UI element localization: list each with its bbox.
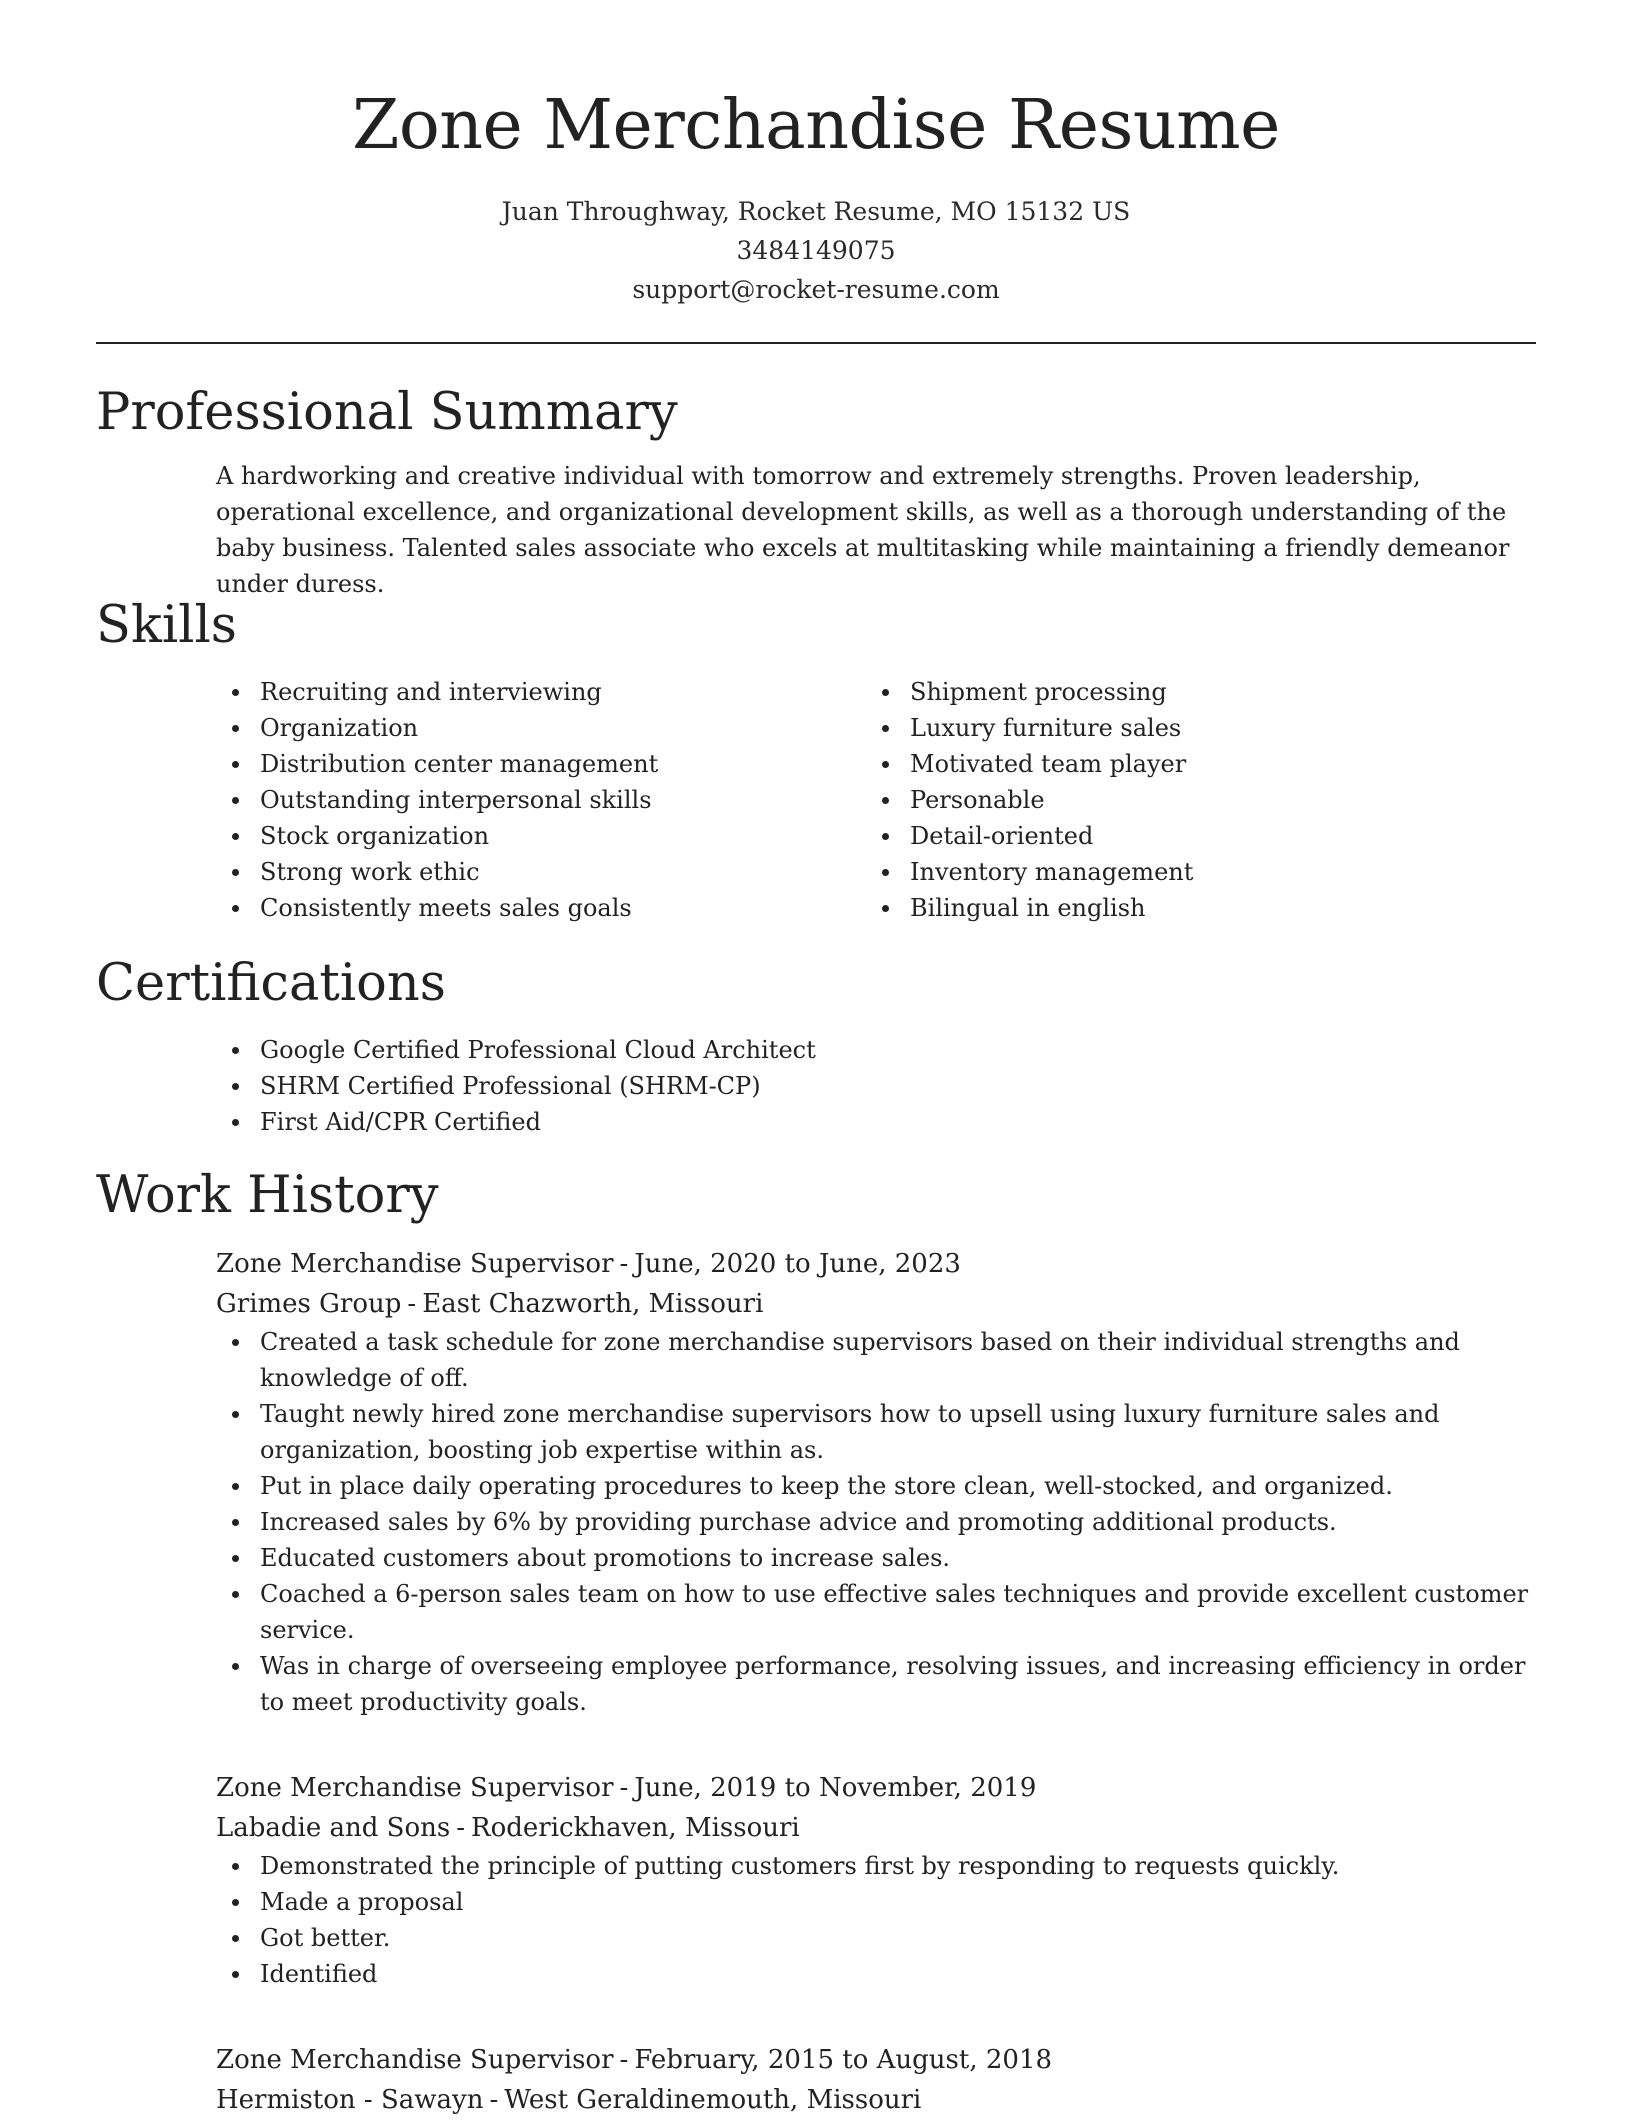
skill-item: Shipment processing — [910, 674, 1466, 710]
skills-right-list — [866, 674, 1466, 926]
contact-address: Juan Throughway, Rocket Resume, MO 15132 US — [501, 197, 1131, 226]
certification-item: Google Certified Professional Cloud Architect — [260, 1032, 1541, 1068]
header-divider — [96, 342, 1536, 344]
job-entry — [216, 2040, 1541, 2120]
skills-heading: Skills — [96, 596, 237, 655]
skill-item: Inventory management — [910, 854, 1466, 890]
certifications-heading: Certifications — [96, 954, 446, 1013]
skill-item: Strong work ethic — [260, 854, 816, 890]
job-bullets — [216, 1324, 1541, 1720]
skill-item: Personable — [910, 782, 1466, 818]
skill-item: Consistently meets sales goals — [260, 890, 816, 926]
job-bullet: Educated customers about promotions to increase sales. — [260, 1540, 1541, 1576]
skill-item: Recruiting and interviewing — [260, 674, 816, 710]
certifications-block — [216, 1032, 1541, 1140]
job-company: Hermiston - Sawayn — [216, 2085, 484, 2115]
skills-right-column — [866, 674, 1466, 926]
job-location: Roderickhaven, Missouri — [471, 1813, 800, 1843]
certification-item: First Aid/CPR Certified — [260, 1104, 1541, 1140]
job-company-line — [216, 1284, 1541, 1324]
job-title: Zone Merchandise Supervisor — [216, 2045, 614, 2075]
skill-item: Stock organization — [260, 818, 816, 854]
skills-left-column — [216, 674, 816, 926]
skills-left-list — [216, 674, 816, 926]
job-bullet: Put in place daily operating procedures to keep the store clean, well-stocked, and organized. — [260, 1468, 1541, 1504]
job-dates: June, 2020 to June, 2023 — [634, 1249, 961, 1279]
job-separator: - — [407, 1289, 417, 1319]
job-separator: - — [456, 1813, 466, 1843]
job-bullet: Increased sales by 6% by providing purchase advice and promoting additional products. — [260, 1504, 1541, 1540]
skill-item: Outstanding interpersonal skills — [260, 782, 816, 818]
job-entry — [216, 1768, 1541, 1992]
skill-item: Luxury furniture sales — [910, 710, 1466, 746]
job-company-line — [216, 1808, 1541, 1848]
job-bullet: Taught newly hired zone merchandise supervisors how to upsell using luxury furniture sales and organization, boosting job expertise within as. — [260, 1396, 1541, 1468]
job-title: Zone Merchandise Supervisor — [216, 1249, 614, 1279]
job-bullet: Identified — [260, 1956, 1541, 1992]
job-company: Grimes Group — [216, 1289, 402, 1319]
job-bullet: Coached a 6-person sales team on how to use effective sales techniques and provide excellent customer service. — [260, 1576, 1541, 1648]
job-separator: - — [489, 2085, 499, 2115]
job-location: East Chazworth, Missouri — [422, 1289, 764, 1319]
summary-heading: Professional Summary — [96, 383, 678, 442]
contact-block — [0, 192, 1632, 309]
job-dates: February, 2015 to August, 2018 — [634, 2045, 1053, 2075]
contact-phone: 3484149075 — [736, 236, 896, 265]
job-separator: - — [619, 1773, 629, 1803]
skill-item: Motivated team player — [910, 746, 1466, 782]
job-title-line — [216, 1244, 1541, 1284]
work-history-heading: Work History — [96, 1166, 439, 1225]
job-entry — [216, 1244, 1541, 1720]
job-bullet: Made a proposal — [260, 1884, 1541, 1920]
skill-item: Distribution center management — [260, 746, 816, 782]
job-title: Zone Merchandise Supervisor — [216, 1773, 614, 1803]
job-separator: - — [619, 2045, 629, 2075]
job-bullets — [216, 1848, 1541, 1992]
job-title-line — [216, 1768, 1541, 1808]
job-bullet: Created a task schedule for zone merchandise supervisors based on their individual strengths and knowledge of off. — [260, 1324, 1541, 1396]
job-bullet: Got better. — [260, 1920, 1541, 1956]
skill-item: Organization — [260, 710, 816, 746]
certifications-list — [216, 1032, 1541, 1140]
skill-item: Detail-oriented — [910, 818, 1466, 854]
job-company-line — [216, 2080, 1541, 2120]
skill-item: Bilingual in english — [910, 890, 1466, 926]
job-dates: June, 2019 to November, 2019 — [634, 1773, 1037, 1803]
job-bullet: Was in charge of overseeing employee performance, resolving issues, and increasing efficiency in order to meet productivity goals. — [260, 1648, 1541, 1720]
job-title-line — [216, 2040, 1541, 2080]
job-separator: - — [619, 1249, 629, 1279]
contact-email: support@rocket-resume.com — [632, 275, 1000, 304]
job-bullet: Demonstrated the principle of putting customers first by responding to requests quickly. — [260, 1848, 1541, 1884]
job-location: West Geraldinemouth, Missouri — [504, 2085, 922, 2115]
summary-text: A hardworking and creative individual with tomorrow and extremely strengths. Proven leadership, operational excellence, and organizational development skills, as well as a thorough understanding of the baby business. Talented sales associate who excels at multitasking while maintaining a friendly demeanor under duress. — [216, 462, 1510, 598]
certification-item: SHRM Certified Professional (SHRM-CP) — [260, 1068, 1541, 1104]
job-company: Labadie and Sons — [216, 1813, 451, 1843]
resume-title: Zone Merchandise Resume — [352, 86, 1280, 165]
resume-header — [0, 84, 1632, 309]
